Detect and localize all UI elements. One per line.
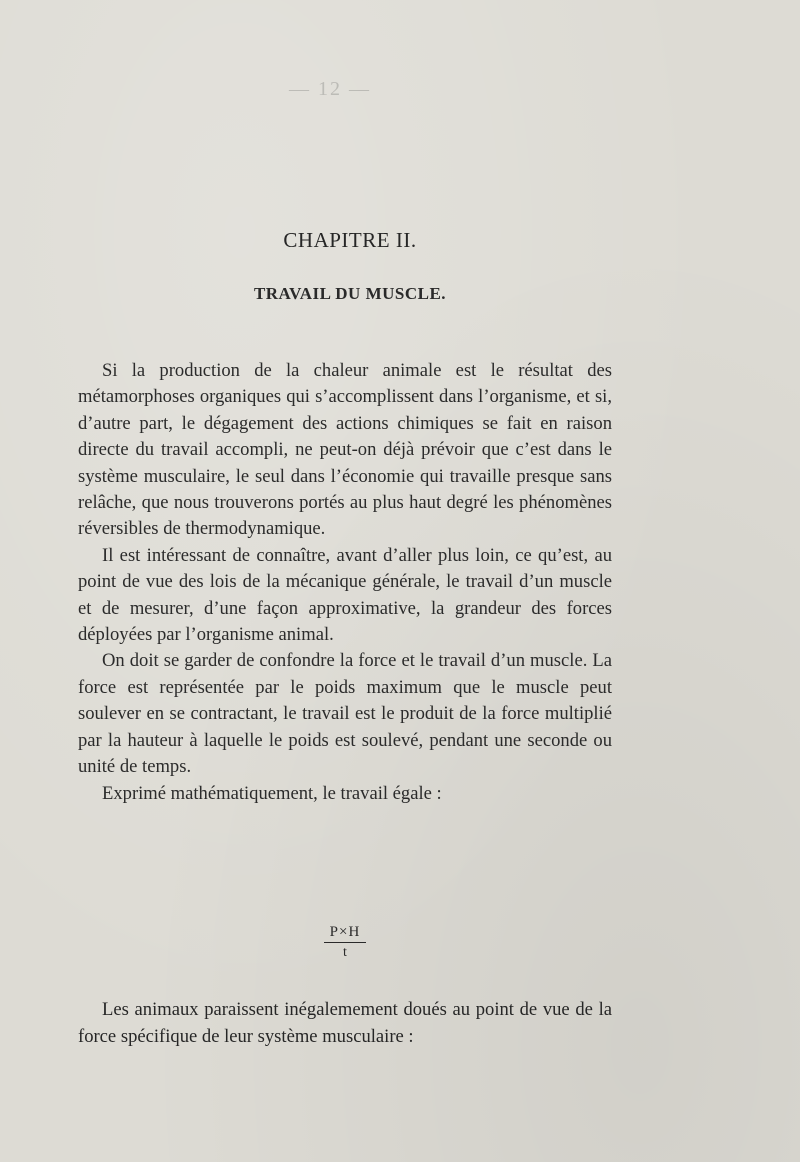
- chapter-title: CHAPITRE II.: [283, 228, 417, 252]
- body-text: [78, 358, 612, 807]
- page-number: — 12 —: [289, 78, 371, 100]
- closing-text: [78, 996, 612, 1050]
- paragraph: Exprimé mathématiquement, le travail égale :: [102, 782, 442, 804]
- paragraph: Les animaux paraissent inégalemement doués au point de vue de la force spécifique de leur système musculaire :: [78, 999, 612, 1047]
- paragraph: On doit se garder de confondre la force et le travail d’un muscle. La force est représentée par le poids maximum que le muscle peut soulever en se contractant, le travail est le produit de la force multiplié par la hauteur à laquelle le poids est soulevé, pendant une seconde ou unité de temps.: [78, 650, 612, 778]
- paragraph: Il est intéressant de connaître, avant d’aller plus loin, ce qu’est, au point de vue des lois de la mécanique générale, le travail d’un muscle et de mesurer, d’une façon approximative, la grandeur des forces déployées par l’organisme animal.: [78, 544, 612, 646]
- formula-denominator: t: [343, 945, 347, 960]
- paragraph: Si la production de la chaleur animale est le résultat des métamorphoses organiques qui s’accomplissent dans l’organisme, et si, d’autre part, le dégagement des actions chimiques se fait en raison directe du travail accompli, ne peut-on déjà prévoir que c’est dans le système musculaire, le seul dans l’économie qui travaille presque sans relâche, que nous trouverons portés au plus haut degré les phénomènes réversibles de thermodynamique.: [78, 360, 612, 540]
- section-title: TRAVAIL DU MUSCLE.: [253, 284, 447, 303]
- formula: [0, 924, 690, 961]
- formula-numerator: P×H: [324, 924, 367, 943]
